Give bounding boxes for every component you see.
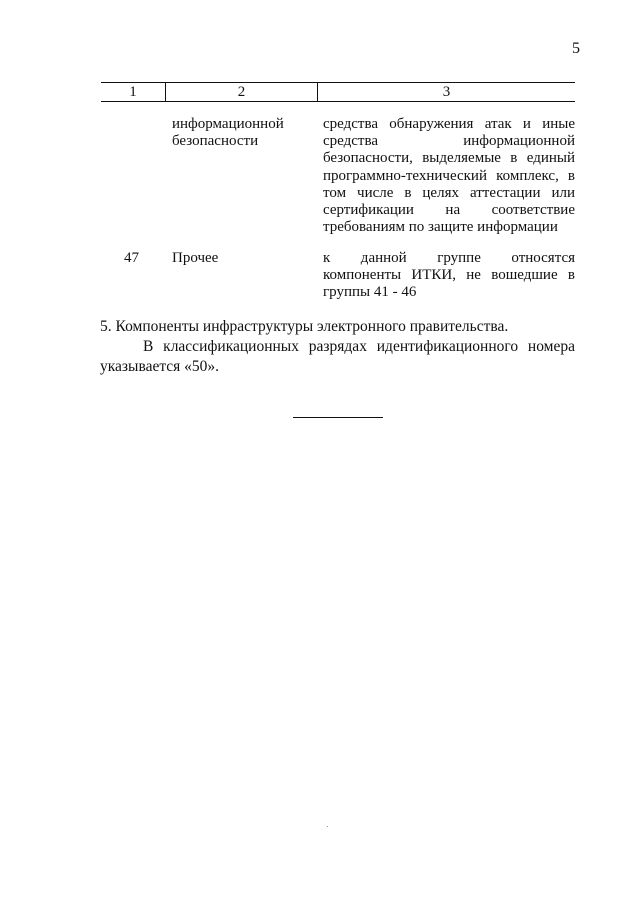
column-header-3: 3 (317, 83, 575, 101)
row-description-cell: к данной группе относятся компоненты ИТКИ, не вошедшие в группы 41 - 46 (323, 250, 575, 301)
column-header-1: 1 (129, 84, 137, 100)
end-of-document-rule (293, 417, 383, 418)
row-number-cell: 47 (124, 250, 139, 266)
column-header-2: 2 (165, 83, 317, 101)
body-paragraph: В классификационных разрядах идентификационного номера указывается «50». (100, 338, 575, 375)
section-heading-paragraph: 5. Компоненты инфраструктуры электронного правительства. (100, 318, 509, 335)
scan-speck (327, 826, 328, 827)
table-column-header (101, 82, 575, 102)
row-description-cell: средства обнаружения атак и иные средства информационной безопасности, выделяемые в единый программно-технический комплекс, в том числе в целях аттестации или сертификации на соответствие требованиям по защите информации (323, 116, 575, 236)
page-number: 5 (572, 40, 580, 57)
row-name-cell: информационной безопасности (172, 116, 284, 150)
row-name-cell: Прочее (172, 250, 219, 266)
